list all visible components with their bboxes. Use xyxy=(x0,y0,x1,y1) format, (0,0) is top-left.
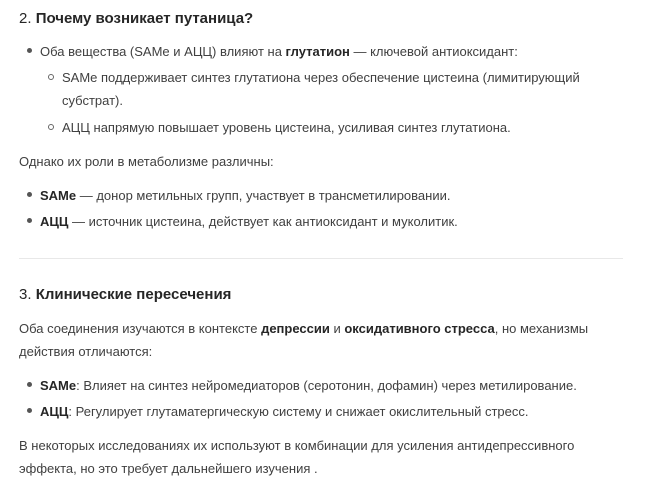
section-2-title: Почему возникает путаница? xyxy=(35,10,254,27)
paragraph-clinical xyxy=(19,317,625,363)
bullet-dot xyxy=(27,218,32,223)
section-2-number: 2. xyxy=(19,10,32,27)
paragraph-text: и xyxy=(329,321,345,336)
bullet-bold: SAMe xyxy=(40,188,77,203)
paragraph-bold: оксидативного стресса xyxy=(344,321,495,336)
sub-bullet-ring xyxy=(48,124,54,130)
bullet-bold: SAMe xyxy=(40,378,77,393)
bullet-bold: АЦЦ xyxy=(40,404,69,419)
paragraph-roles: Однако их роли в метаболизме различны: xyxy=(19,154,274,169)
section-3-number: 3. xyxy=(19,286,32,303)
bullet-glutathione xyxy=(40,40,625,63)
bullet-bold: глутатион xyxy=(285,44,350,59)
bullet-dot xyxy=(27,408,32,413)
bullet-dot xyxy=(27,382,32,387)
paragraph-combination: В некоторых исследованиях их используют в комбинации для усиления антидепрессивного эффекта, но это требует дальнейшего изучения . xyxy=(19,438,575,476)
bullet-dot xyxy=(27,48,32,53)
bullet-text: — ключевой антиоксидант: xyxy=(349,44,518,59)
bullet-text: — донор метильных групп, участвует в трансметилировании. xyxy=(76,188,451,203)
paragraph-text: Оба соединения изучаются в контексте xyxy=(19,321,262,336)
section-3-heading xyxy=(19,285,231,305)
bullet-text: : Регулирует глутаматергическую систему и снижает окислительный стресс. xyxy=(68,404,529,419)
bullet-bold: АЦЦ xyxy=(40,214,69,229)
bullet-acc-clinical xyxy=(40,400,625,423)
bullet-text: Оба вещества (SAMe и АЦЦ) влияют на xyxy=(40,44,286,59)
paragraph-bold: депрессии xyxy=(261,321,330,336)
bullet-acc-role xyxy=(40,210,625,233)
sub-bullet-acc: АЦЦ напрямую повышает уровень цистеина, усиливая синтез глутатиона. xyxy=(62,120,511,135)
section-divider xyxy=(19,258,623,259)
section-2-heading xyxy=(19,9,253,29)
bullet-same-clinical xyxy=(40,374,625,397)
sub-bullet-same: SAMe поддерживает синтез глутатиона через обеспечение цистеина (лимитирующий субстрат). xyxy=(62,70,580,108)
section-3-title: Клинические пересечения xyxy=(35,286,232,303)
bullet-text: — источник цистеина, действует как антиоксидант и муколитик. xyxy=(68,214,458,229)
bullet-dot xyxy=(27,192,32,197)
bullet-text: : Влияет на синтез нейромедиаторов (серотонин, дофамин) через метилирование. xyxy=(76,378,577,393)
paragraph-text: , но механизмы действия отличаются: xyxy=(19,321,589,359)
sub-bullet-ring xyxy=(48,74,54,80)
bullet-same-role xyxy=(40,184,625,207)
